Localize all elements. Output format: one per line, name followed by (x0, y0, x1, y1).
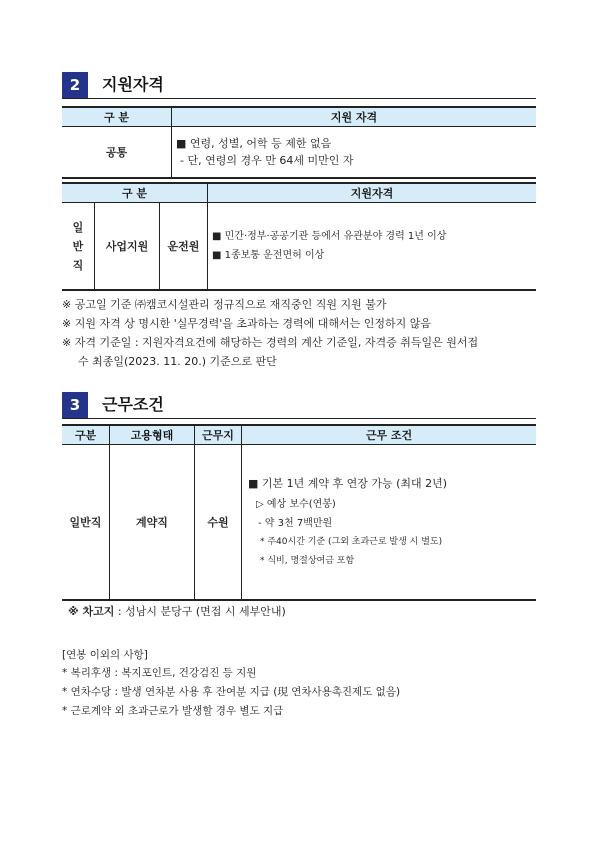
table-header: 구 분 (62, 107, 172, 127)
table-header: 지원자격 (208, 183, 537, 203)
group-cell (62, 203, 95, 291)
note-2: ※ 지원 자격 상 명시한 '실무경력'을 초과하는 경력에 대해서는 인정하지 않음 (62, 317, 432, 330)
group-char: 일 (72, 220, 84, 234)
workplace-note (68, 602, 286, 621)
group-char: 반 (72, 239, 84, 253)
conditions-cell (242, 445, 537, 601)
workplace-value: : 성남시 분당구 (면접 시 세부안내) (114, 605, 286, 618)
table-header: 근무지 (195, 425, 242, 445)
work-conditions-table (62, 424, 536, 601)
note-3: ※ 자격 기준일 : 지원자격요건에 해당하는 경력의 계산 기준일, 자격증 취득일은 원서접 (62, 336, 479, 349)
extra-title: [연봉 이외의 사항] (62, 649, 148, 661)
eligibility-line: ■ 1종보통 운전면허 이상 (212, 250, 325, 261)
location-cell: 수원 (195, 445, 242, 601)
dept-cell: 사업지원 (95, 203, 160, 291)
eligibility-role-table (62, 182, 536, 291)
eligibility-common-table (62, 106, 536, 179)
section-2-number: 2 (62, 72, 88, 98)
extra-item: * 복리후생 : 복지포인트, 건강검진 등 지원 (62, 667, 257, 679)
eligibility-cell (172, 127, 537, 179)
role-cell: 운전원 (160, 203, 208, 291)
section-3-number: 3 (62, 392, 88, 418)
table-header: 구 분 (62, 183, 208, 203)
condition-sub: * 주40시간 기준 (그외 초과근로 발생 시 별도) (260, 537, 443, 547)
section-3-header (62, 392, 536, 419)
table-header: 지원 자격 (172, 107, 537, 127)
note-3-cont: 수 최종일(2023. 11. 20.) 기준으로 판단 (78, 355, 277, 368)
workplace-label: ※ 차고지 (68, 605, 115, 618)
group-char: 직 (72, 258, 84, 272)
table-header: 근무 조건 (242, 425, 537, 445)
category-cell: 일반직 (62, 445, 110, 601)
note-1: ※ 공고일 기준 ㈜캠코시설관리 정규직으로 재직중인 직원 지원 불가 (62, 298, 387, 311)
section-2-header (62, 72, 536, 99)
category-cell: 공통 (62, 127, 172, 179)
section-2-title: 지원자격 (102, 75, 164, 94)
table-header: 고용형태 (110, 425, 195, 445)
table-header: 구분 (62, 425, 110, 445)
eligibility-line: ■ 연령, 성별, 어학 등 제한 없음 (176, 137, 332, 150)
condition-main: ■ 기본 1년 계약 후 연장 가능 (최대 2년) (248, 477, 448, 490)
condition-sub: * 식비, 명절상여금 포함 (260, 556, 355, 566)
extra-item: * 연차수당 : 발생 연차분 사용 후 잔여분 지급 (現 연차사용촉진제도 없음) (62, 686, 401, 698)
employment-cell: 계약직 (110, 445, 195, 601)
section-3-title: 근무조건 (102, 395, 164, 414)
eligibility-line: ■ 민간·정부·공공기관 등에서 유관분야 경력 1년 이상 (212, 231, 447, 242)
eligibility-line: - 단, 연령의 경우 만 64세 미만인 자 (180, 154, 354, 167)
condition-sub: - 약 3천 7백만원 (258, 518, 333, 529)
extra-item: * 근로계약 외 초과근로가 발생할 경우 별도 지급 (62, 705, 284, 717)
condition-sub: ▷ 예상 보수(연봉) (256, 499, 336, 510)
eligibility-cell (208, 203, 537, 291)
